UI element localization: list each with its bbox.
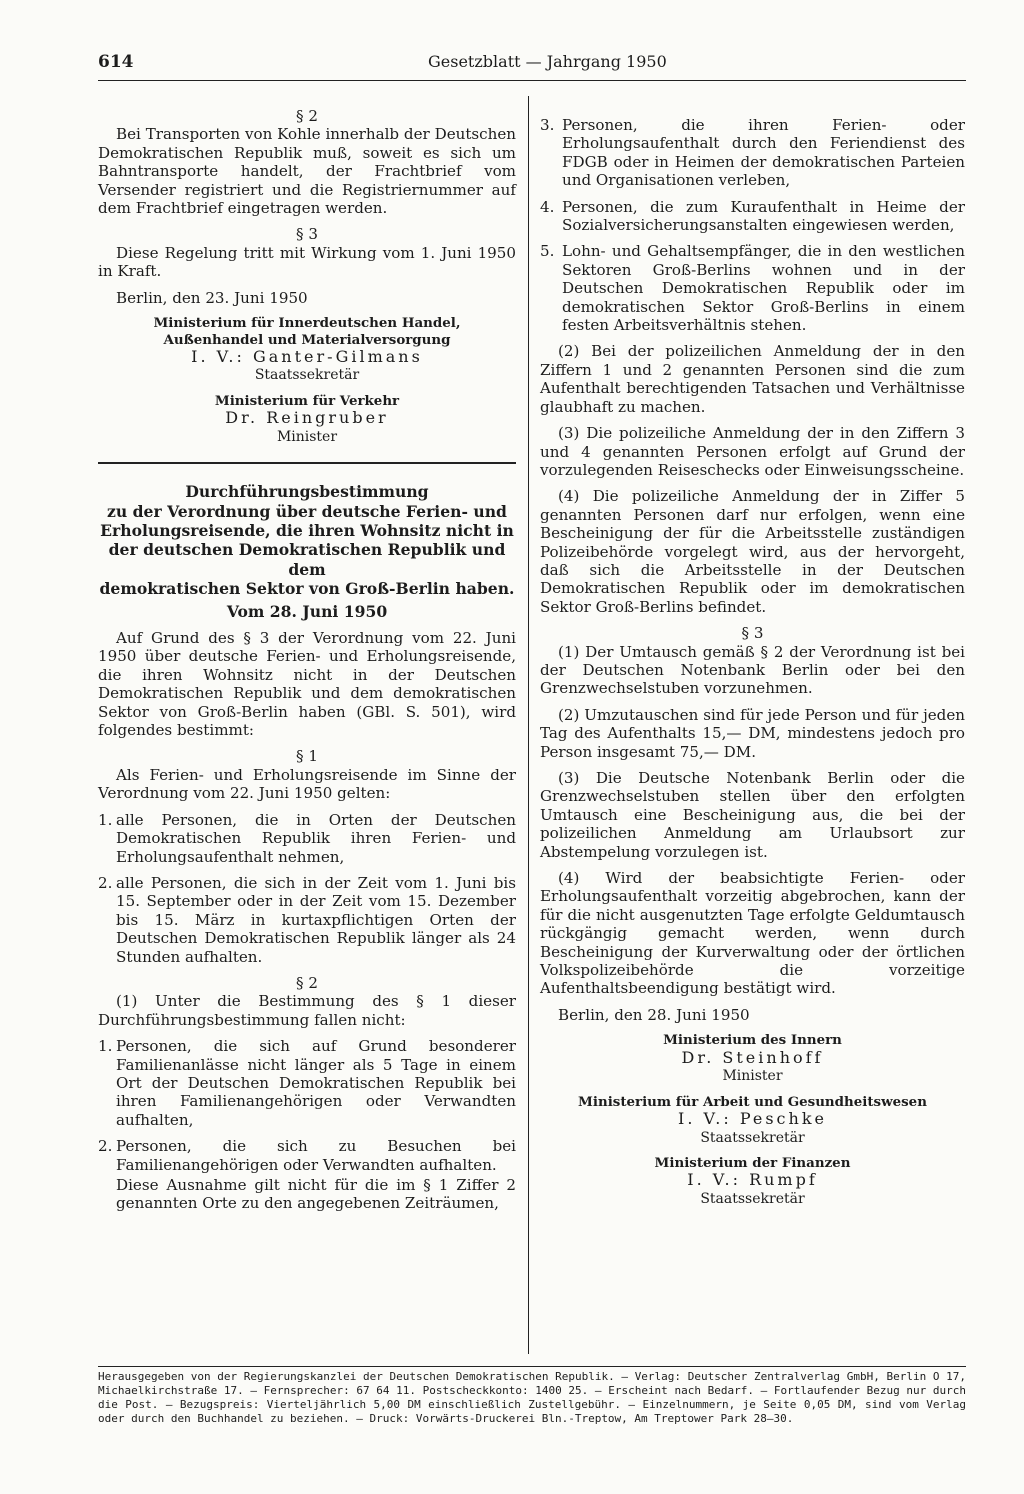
page-header (98, 52, 964, 78)
paragraph: (3) Die polizeiliche Anmeldung der in den Ziffern 3 und 4 genannten Personen erfolgt auf Grund der vorzulegenden Reiseschecks oder Einweisungsscheine. (540, 424, 965, 479)
list-item (540, 242, 965, 334)
running-title: Gesetzblatt — Jahrgang 1950 (428, 52, 667, 71)
decree-title: demokratischen Sektor von Groß-Berlin haben. (99, 579, 515, 599)
place-date: Berlin, den 28. Juni 1950 (558, 1005, 750, 1024)
item-text: Personen, die ihren Ferien- oder Erholungsaufenthalt durch den Feriendienst des FDGB oder in Heimen der demokratischen Parteien und Organisationen verleben, (562, 116, 965, 190)
ministry-name: Außenhandel und Materialversorgung (163, 331, 451, 348)
paragraph: (2) Bei der polizeilichen Anmeldung der in den Ziffern 1 und 2 genannten Personen sind die zum Aufenthalt berechtigenden Tatsachen und Verhältnisse glaubhaft zu machen. (540, 342, 965, 416)
signatory: Dr. Reingruber (225, 408, 389, 428)
paragraph: (1) Unter die Bestimmung des § 1 dieser Durchführungsbestimmung fallen nicht: (98, 992, 516, 1029)
signatory: I. V.: Peschke (678, 1109, 827, 1129)
list-item (540, 198, 965, 235)
item-number: 4. (540, 197, 555, 216)
list-item (98, 1137, 516, 1174)
section-heading: § 1 (296, 747, 318, 766)
paragraph: Diese Regelung tritt mit Wirkung vom 1. Juni 1950 in Kraft. (98, 243, 516, 281)
item-number: 5. (540, 242, 555, 261)
list-item (98, 1037, 516, 1129)
preamble: Auf Grund des § 3 der Verordnung vom 22. Juni 1950 über deutsche Ferien- und Erholungsreisende, die ihren Wohnsitz nicht in der Deutschen Demokratischen Republik und dem demokratischen Sektor von Groß-Berlin haben (GBl. S. 501), wird folgendes bestimmt: (98, 629, 516, 740)
ministry-name: Ministerium für Verkehr (214, 392, 400, 409)
signatory: Dr. Steinhoff (681, 1047, 824, 1067)
decree-title: Durchführungsbestimmung (185, 482, 429, 502)
signatory: I. V.: Ganter-Gilmans (191, 347, 423, 367)
right-column (540, 116, 965, 1216)
list-item (98, 874, 516, 966)
header-rule (98, 80, 966, 81)
item-number: 2. (98, 873, 113, 892)
paragraph: (1) Der Umtausch gemäß § 2 der Verordnung ist bei der Deutschen Notenbank Berlin oder bei den Grenzwechselstuben vorzunehmen. (540, 642, 965, 698)
list-item (540, 116, 965, 190)
decree-title: zu der Verordnung über deutsche Ferien- und (107, 501, 507, 521)
item-text: Personen, die sich auf Grund besonderer Familienanlässe nicht länger als 5 Tage in einem Ort der Deutschen Demokratischen Republik bei ihren Familienangehörigen oder Verwandten aufhalten, (116, 1037, 516, 1129)
item-text: Personen, die sich zu Besuchen bei Familienangehörigen oder Verwandten aufhalten. (116, 1137, 516, 1174)
publisher-imprint: Herausgegeben von der Regierungskanzlei der Deutschen Demokratischen Republik. — Verlag: Deutscher Zentralverlag GmbH, Berlin O 17, Michaelkirchstraße 17. — Fernsprecher: 67 64 11. Postscheckkonto: 1400 25. — Erscheint nach Bedarf. — Fortlaufender Bezug nur durch die Post. — Bezugspreis: Vierteljährlich 5,00 DM einschließlich Zustellgebühr. — Einzelnummern, je Seite 0,05 DM, sind vom Verlag oder durch den Buchhandel zu beziehen. — Druck: Vorwärts-Druckerei Bln.-Treptow, Am Treptower Park 28—30. (98, 1370, 966, 1425)
paragraph: (2) Umzutauschen sind für jede Person und für jeden Tag des Aufenthalts 15,— DM, mindestens jedoch pro Person insgesamt 75,— DM. (540, 705, 965, 761)
item-text: Personen, die zum Kuraufenthalt in Heime der Sozialversicherungsanstalten eingewiesen werden, (562, 197, 965, 235)
signatory-role: Staatssekretär (700, 1190, 805, 1207)
section-heading: § 3 (741, 624, 764, 643)
item-number: 1. (98, 810, 113, 829)
section-divider (98, 462, 516, 464)
item-text: Lohn- und Gehaltsempfänger, die in den westlichen Sektoren Groß-Berlins wohnen und in der Deutschen Demokratischen Republik oder im demokratischen Sektor Groß-Berlins in einem festen Arbeitsverhältnis stehen. (562, 242, 965, 335)
ministry-name: Ministerium für Innerdeutschen Handel, (153, 315, 461, 332)
item-text: alle Personen, die sich in der Zeit vom 1. Juni bis 15. September oder in der Zeit vom 15. Dezember bis 15. März in kurtaxpflichtigen Orten der Deutschen Demokratischen Republik länger als 24 Stunden aufhalten. (116, 873, 516, 966)
footer-rule (98, 1366, 966, 1367)
paragraph: Als Ferien- und Erholungsreisende im Sinne der Verordnung vom 22. Juni 1950 gelten: (98, 765, 516, 803)
section-heading: § 2 (296, 107, 318, 125)
paragraph: (3) Die Deutsche Notenbank Berlin oder die Grenzwechselstuben stellen über den erfolgten Umtausch eine Bescheinigung aus, die bei der polizeilichen Anmeldung am Urlaubsort zur Abstempelung vorzulegen ist. (540, 769, 965, 861)
item-text: Diese Ausnahme gilt nicht für die im § 1 Ziffer 2 genannten Orte zu den angegebenen Zeiträumen, (116, 1176, 516, 1213)
section-heading: § 2 (296, 973, 318, 992)
signatory-role: Minister (276, 428, 338, 445)
decree-title: der deutschen Demokratischen Republik und dem (108, 540, 506, 579)
list-item (98, 811, 516, 866)
signatory-role: Minister (722, 1068, 783, 1085)
list-item-note (98, 1176, 516, 1213)
item-number: 2. (98, 1137, 113, 1156)
column-divider (528, 96, 529, 1354)
item-number: 3. (540, 116, 555, 134)
section-heading: § 3 (296, 225, 318, 244)
ministry-name: Ministerium der Finanzen (654, 1154, 851, 1171)
signatory: I. V.: Rumpf (687, 1170, 818, 1190)
decree-date: Vom 28. Juni 1950 (226, 601, 388, 621)
signatory-role: Staatssekretär (700, 1129, 805, 1146)
paragraph: Bei Transporten von Kohle innerhalb der Deutschen Demokratischen Republik muß, soweit es sich um Bahntransporte handelt, der Frachtbrief vom Versender registriert und die Registriernummer auf dem Frachtbrief eingetragen werden. (98, 125, 516, 218)
paragraph: (4) Die polizeiliche Anmeldung der in Ziffer 5 genannten Personen darf nur erfolgen, wenn eine Bescheinigung der für die Arbeitsstelle zuständigen Polizeibehörde vorgelegt wird, aus der hervorgeht, daß sich die Arbeitsstelle in der Deutschen Demokratischen Republik oder im demokratischen Sektor Groß-Berlins befindet. (540, 487, 965, 616)
signatory-role: Staatssekretär (254, 367, 360, 384)
paragraph: (4) Wird der beabsichtigte Ferien- oder Erholungsaufenthalt vorzeitig abgebrochen, kann der für die nicht ausgenutzten Tage erfolgte Geldumtausch rückgängig gemacht werden, wenn durch Bescheinigung der Kurverwaltung oder der örtlichen Volkspolizeibehörde die vorzeitige Aufenthaltsbeendigung bestätigt wird. (540, 869, 965, 998)
place-date: Berlin, den 23. Juni 1950 (116, 288, 308, 307)
left-column (98, 103, 516, 1221)
decree-title: Erholungsreisende, die ihren Wohnsitz nicht in (100, 521, 514, 540)
page-number: 614 (98, 52, 134, 72)
ministry-name: Ministerium des Innern (663, 1032, 842, 1049)
ministry-name: Ministerium für Arbeit und Gesundheitswesen (578, 1093, 927, 1110)
item-text: alle Personen, die in Orten der Deutschen Demokratischen Republik ihren Ferien- und Erholungsaufenthalt nehmen, (116, 810, 516, 866)
item-number: 1. (98, 1037, 113, 1056)
